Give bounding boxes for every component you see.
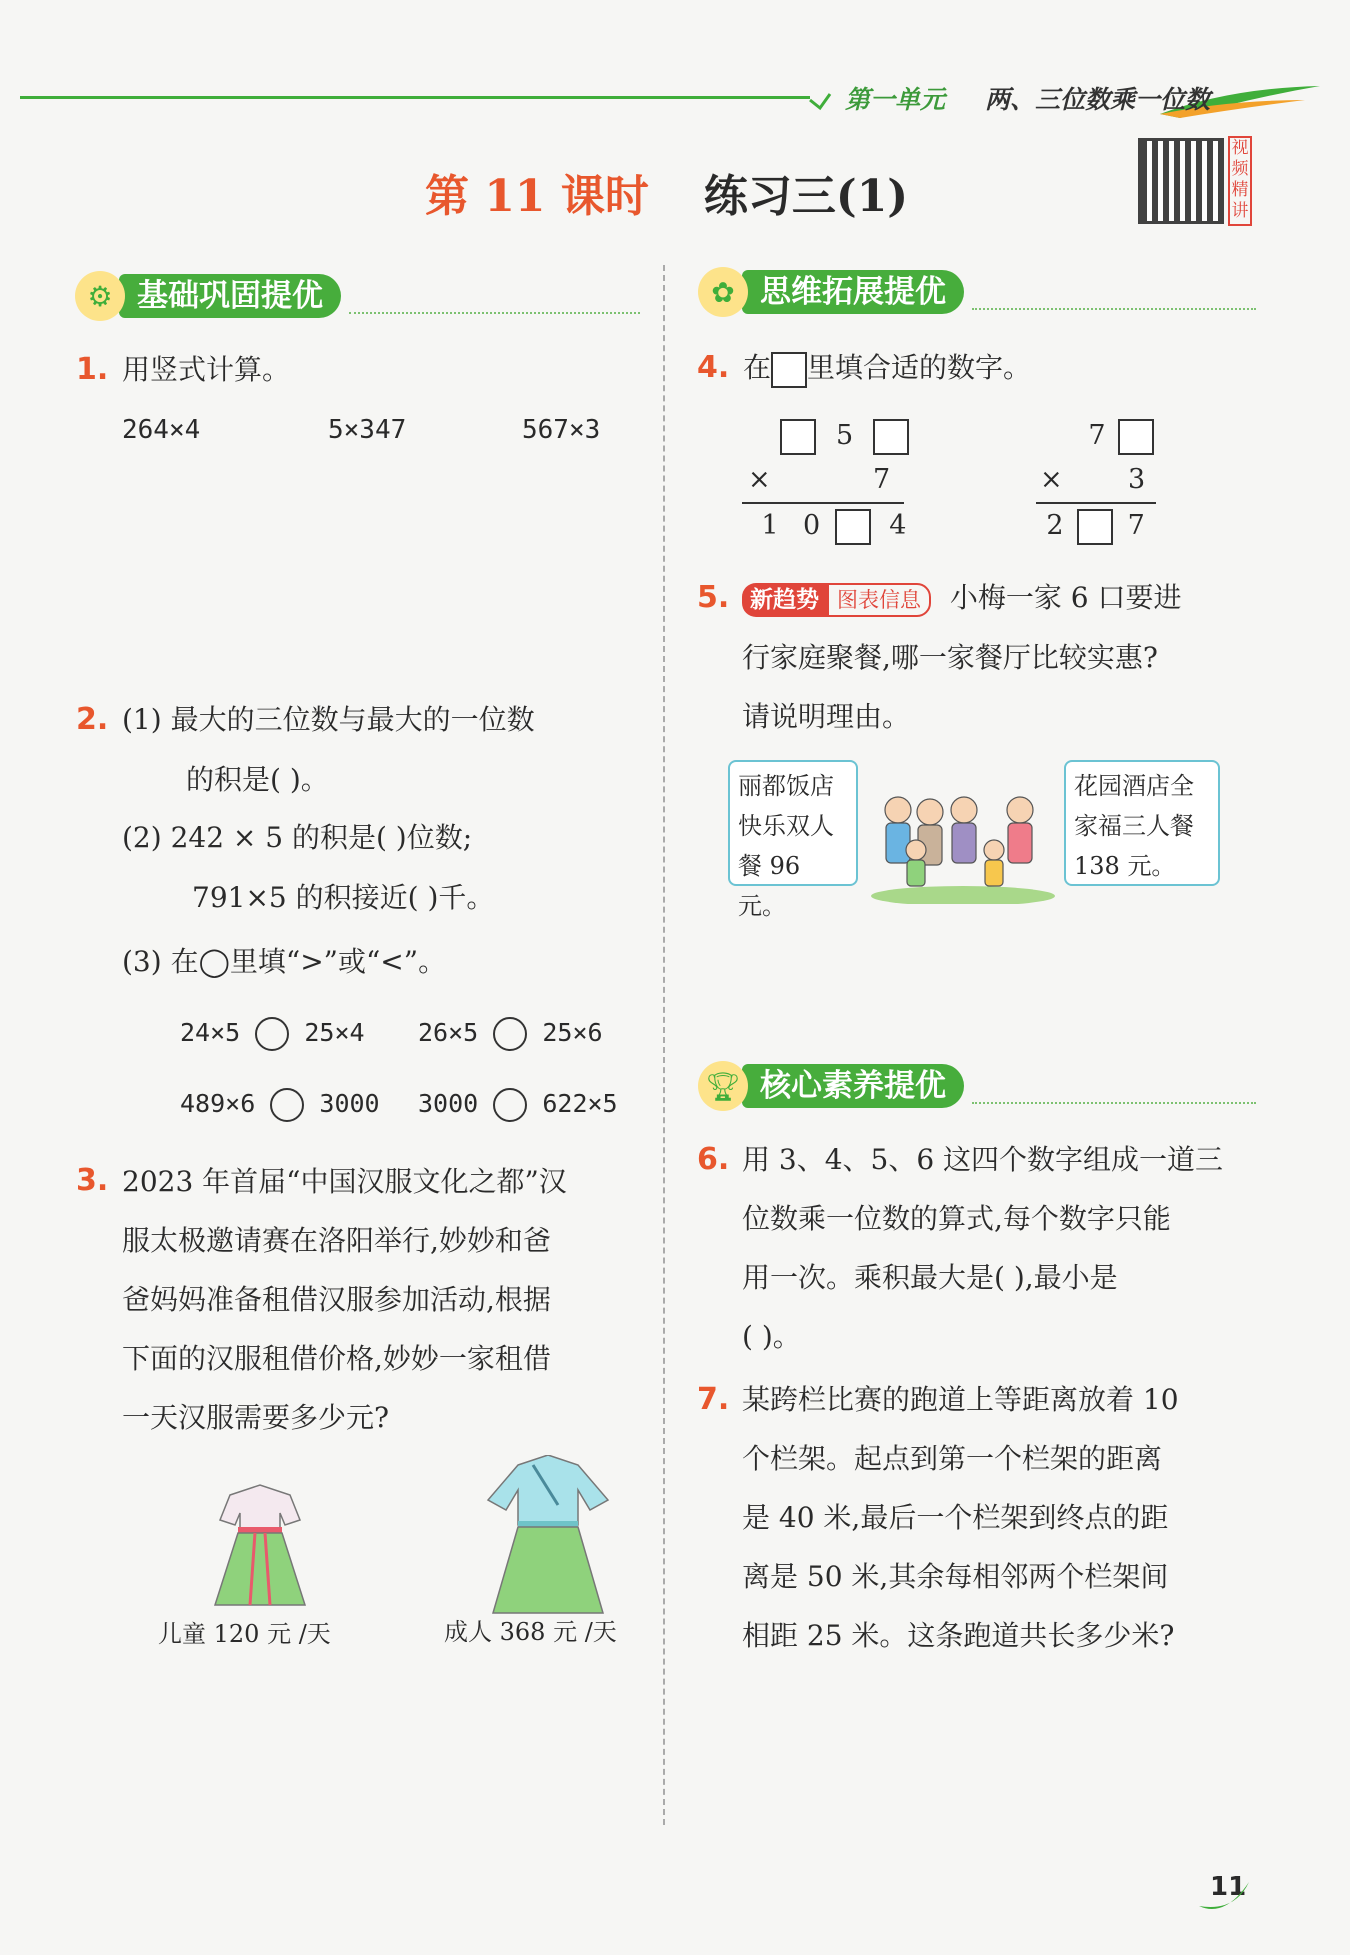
question-number: 7.	[697, 1382, 730, 1417]
q1-expr: 567×3	[522, 415, 601, 445]
q7-line: 是 40 米,最后一个栏架到终点的距	[742, 1501, 1169, 1534]
q6-line: 用 3、4、5、6 这四个数字组成一道三	[742, 1143, 1224, 1176]
question-number: 3.	[76, 1163, 109, 1198]
compare-circle[interactable]	[493, 1088, 527, 1122]
dotted-line	[349, 312, 640, 314]
question-number: 2.	[76, 702, 109, 737]
mult-a-rule	[742, 502, 904, 504]
compare-circle[interactable]	[493, 1017, 527, 1051]
q6-line: 用一次。乘积最大是( ),最小是	[742, 1261, 1118, 1294]
compare-left: 26×5	[418, 1018, 479, 1047]
qr-tag: 视频精讲	[1228, 136, 1252, 226]
q7-line: 个栏架。起点到第一个栏架的距离	[742, 1442, 1163, 1475]
info-line: 花园酒店全	[1074, 772, 1194, 800]
lesson-title	[425, 160, 908, 224]
page-swoosh	[1195, 1868, 1255, 1918]
column-divider	[663, 265, 665, 1825]
compare-right: 622×5	[542, 1089, 618, 1118]
compare-left: 24×5	[180, 1018, 241, 1047]
mult-a-top	[780, 416, 909, 456]
digit: 5	[836, 420, 854, 451]
section-header-core	[698, 1062, 1256, 1110]
answer-box[interactable]	[1118, 419, 1154, 455]
child-hanfu-illustration	[200, 1475, 320, 1615]
sprout-icon: ✿	[698, 267, 748, 317]
q7-line: 某跨栏比赛的跑道上等距离放着 10	[742, 1383, 1179, 1416]
answer-box[interactable]	[1077, 509, 1113, 545]
q3-line: 爸妈妈准备租借汉服参加活动,根据	[122, 1283, 551, 1316]
digit: 1	[761, 510, 779, 541]
compare-left: 3000	[418, 1089, 479, 1118]
mult-b-result	[1042, 506, 1151, 546]
q6-line: ( )。	[742, 1320, 801, 1353]
digit: 2	[1046, 510, 1064, 541]
lesson-number: 第 11 课时	[425, 171, 649, 222]
restaurant-b-box	[1064, 760, 1220, 886]
question-number: 5.	[697, 580, 730, 615]
q5-line2: 行家庭聚餐,哪一家餐厅比较实惠?	[742, 641, 1158, 674]
dotted-line	[972, 1102, 1256, 1104]
adult-hanfu-illustration	[478, 1455, 618, 1620]
q3-line: 下面的汉服租借价格,妙妙一家租借	[122, 1342, 551, 1375]
header-rule	[20, 96, 810, 99]
answer-box[interactable]	[780, 419, 816, 455]
trophy-icon: 🏆︎	[698, 1061, 748, 1111]
compare-item	[180, 1084, 380, 1124]
compare-left: 489×6	[180, 1089, 256, 1118]
compare-item	[418, 1084, 618, 1124]
section-title: 基础巩固提优	[119, 274, 341, 318]
question-number: 6.	[697, 1142, 730, 1177]
compare-circle[interactable]	[255, 1017, 289, 1051]
digit: 4	[889, 510, 907, 541]
restaurant-a-box	[728, 760, 858, 920]
compare-right: 25×6	[542, 1018, 603, 1047]
compare-item	[418, 1013, 603, 1053]
dotted-line	[972, 308, 1256, 310]
digit: 7	[1127, 510, 1145, 541]
question-number: 4.	[697, 350, 730, 385]
q3-line: 服太极邀请赛在洛阳举行,妙妙和爸	[122, 1224, 551, 1257]
chart-info-tag: 图表信息	[827, 583, 931, 617]
unit-label: 第一单元	[845, 85, 946, 114]
q5-line1	[742, 578, 1182, 618]
info-line: 快乐双人	[738, 812, 834, 840]
info-line: 餐 96 元。	[738, 852, 801, 920]
q2-part1-cont: 的积是( )。	[186, 763, 329, 796]
mult-b-digit: 3	[1128, 464, 1146, 495]
mult-b-sign: ×	[1040, 464, 1063, 495]
section-title: 核心素养提优	[742, 1064, 964, 1108]
answer-box[interactable]	[873, 419, 909, 455]
info-line: 丽都饭店	[738, 772, 834, 800]
q1-expr: 5×347	[328, 415, 407, 445]
q7-line: 离是 50 米,其余每相邻两个栏架间	[742, 1560, 1169, 1593]
gear-icon: ⚙	[75, 271, 125, 321]
answer-box	[771, 352, 807, 388]
answer-box[interactable]	[835, 509, 871, 545]
section-header-basic	[75, 272, 640, 320]
digit: 7	[1088, 420, 1106, 451]
q4-prompt-b: 里填合适的数字。	[807, 351, 1032, 384]
compare-right: 3000	[319, 1089, 380, 1118]
q2-part1: (1) 最大的三位数与最大的一位数	[122, 703, 535, 736]
mult-a-digit: 7	[873, 464, 891, 495]
mult-b-rule	[1036, 502, 1156, 504]
q2-part3: (3) 在◯里填“>”或“<”。	[122, 945, 447, 978]
section-title: 思维拓展提优	[742, 270, 964, 314]
unit-name: 两、三位数乘一位数	[985, 85, 1211, 114]
mult-b-top	[1085, 416, 1154, 456]
q5-line3: 请说明理由。	[742, 700, 911, 733]
q3-line: 一天汉服需要多少元?	[122, 1401, 390, 1434]
digit: 0	[803, 510, 821, 541]
section-header-thinking	[698, 268, 1256, 316]
q4-prompt-a: 在	[743, 351, 772, 384]
question-number: 1.	[76, 352, 109, 387]
q2-part2: (2) 242 × 5 的积是( )位数;	[122, 821, 473, 854]
lesson-name: 练习三(1)	[703, 171, 909, 222]
mult-a-result	[752, 506, 916, 546]
family-illustration	[868, 778, 1058, 904]
info-line: 138 元。	[1074, 852, 1176, 880]
compare-item	[180, 1013, 365, 1053]
child-price: 儿童 120 元 /天	[158, 1620, 331, 1648]
q4-prompt	[743, 348, 1031, 388]
compare-right: 25×4	[304, 1018, 365, 1047]
q3-line: 2023 年首届“中国汉服文化之都”汉	[122, 1165, 567, 1198]
q2-part2-cont: 791×5 的积接近( )千。	[192, 881, 495, 914]
compare-circle[interactable]	[270, 1088, 304, 1122]
page-number: 11	[1210, 1872, 1247, 1902]
q5-text: 小梅一家 6 口要进	[949, 581, 1182, 614]
q1-prompt: 用竖式计算。	[122, 353, 291, 386]
adult-price: 成人 368 元 /天	[444, 1618, 617, 1646]
q7-line: 相距 25 米。这条跑道共长多少米?	[742, 1619, 1175, 1652]
info-line: 家福三人餐	[1074, 812, 1194, 840]
q1-expr: 264×4	[122, 415, 201, 445]
mult-a-sign: ×	[748, 464, 771, 495]
qr-code[interactable]	[1138, 138, 1224, 224]
trend-tag: 新趋势	[742, 583, 827, 617]
q6-line: 位数乘一位数的算式,每个数字只能	[742, 1202, 1171, 1235]
